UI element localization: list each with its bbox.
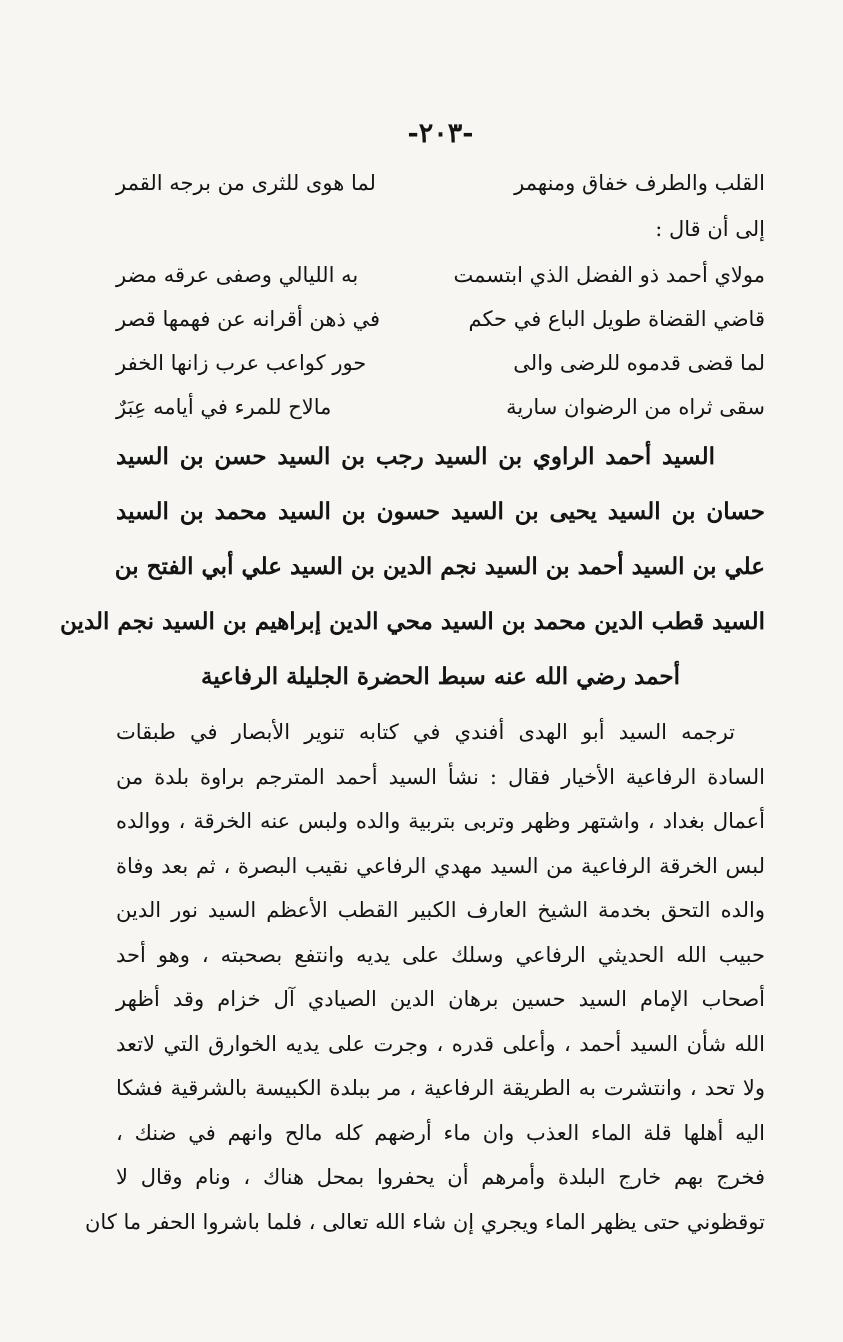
body-text (85, 710, 765, 1244)
verse-first-hemistich: قاضي القضاة طويل الباع في حكم (468, 307, 765, 331)
verse-line (116, 253, 765, 297)
body-line: أصحاب الإمام السيد حسين برهان الدين الصيادي آل خزام وقد أظهر (116, 987, 765, 1011)
verse-line (116, 297, 765, 341)
body-line: ترجمه السيد أبو الهدى أفندي في كتابه تنوير الأبصار في طبقات (116, 720, 735, 744)
verse-first-hemistich: مولاي أحمد ذو الفضل الذي ابتسمت (453, 263, 765, 287)
verse-line (116, 341, 765, 385)
verse-second-hemistich: لما هوى للثرى من برجه القمر (116, 171, 376, 195)
verse-line (116, 385, 765, 429)
body-line: فخرج بهم خارج البلدة وأمرهم أن يحفروا بمحل هناك ، ونام وقال لا (116, 1165, 765, 1189)
verse-first-hemistich: القلب والطرف خفاق ومنهمر (514, 171, 765, 195)
biography-heading-line: السيد أحمد الراوي بن السيد رجب بن السيد حسن بن السيد (116, 443, 715, 470)
page-number: -٢٠٣- (407, 118, 474, 149)
biography-heading-line: حسان بن السيد يحيى بن السيد حسون بن السيد محمد بن السيد (116, 498, 765, 525)
verse-first-hemistich: لما قضى قدموه للرضى والى (513, 351, 765, 375)
body-line: توقظوني حتى يظهر الماء ويجري إن شاء الله تعالى ، فلما باشروا الحفر ما كان (85, 1209, 765, 1234)
body-line: السادة الرفاعية الأخيار فقال : نشأ السيد أحمد المترجم براوة بلدة من (116, 764, 765, 789)
verse-second-hemistich: به الليالي وصفى عرقه مضر (116, 263, 359, 287)
body-line: حبيب الله الحديثي الرفاعي وسلك على يديه وانتفع بصحبته ، وهو أحد (116, 942, 765, 967)
verse-second-hemistich: مالاح للمرء في أيامه عِبَرٌ (116, 395, 332, 419)
body-line: أعمال بغداد ، واشتهر وظهر وتربى بتربية والده ولبس عنه الخرقة ، ووالده (116, 809, 765, 833)
verse-second-hemistich: حور كواعب عرب زانها الخفر (116, 351, 367, 375)
body-line: لبس الخرقة الرفاعية من السيد مهدي الرفاعي نقيب البصرة ، ثم بعد وفاة (116, 853, 765, 878)
body-line: والده التحق بخدمة الشيخ العارف الكبير القطب الأعظم السيد نور الدين (116, 898, 765, 922)
biography-heading-line: علي بن السيد أحمد بن السيد نجم الدين بن السيد علي أبي الفتح بن (114, 553, 765, 580)
verse-second-hemistich: في ذهن أقرانه عن فهمها قصر (116, 307, 381, 331)
verse-first-hemistich: سقى ثراه من الرضوان سارية (506, 395, 765, 419)
body-line: اليه أهلها قلة الماء العذب وان ماء أرضهم كله مالح وانهم في ضنك ، (116, 1120, 765, 1145)
verse-line (116, 161, 765, 205)
body-line: الله شأن السيد أحمد ، وأعلى قدره ، وجرت على يديه الخوارق التي لاتعد (116, 1031, 765, 1056)
biography-heading-line: أحمد رضي الله عنه سبط الحضرة الجليلة الرفاعية (201, 663, 680, 690)
body-line: ولا تحد ، وانتشرت به الطريقة الرفاعية ، مر ببلدة الكبيسة بالشرقية فشكا (116, 1076, 765, 1100)
biography-heading-line: السيد قطب الدين محمد بن السيد محي الدين إبراهيم بن السيد نجم الدين (60, 608, 765, 635)
poem-intro: إلى أن قال : (655, 217, 765, 241)
